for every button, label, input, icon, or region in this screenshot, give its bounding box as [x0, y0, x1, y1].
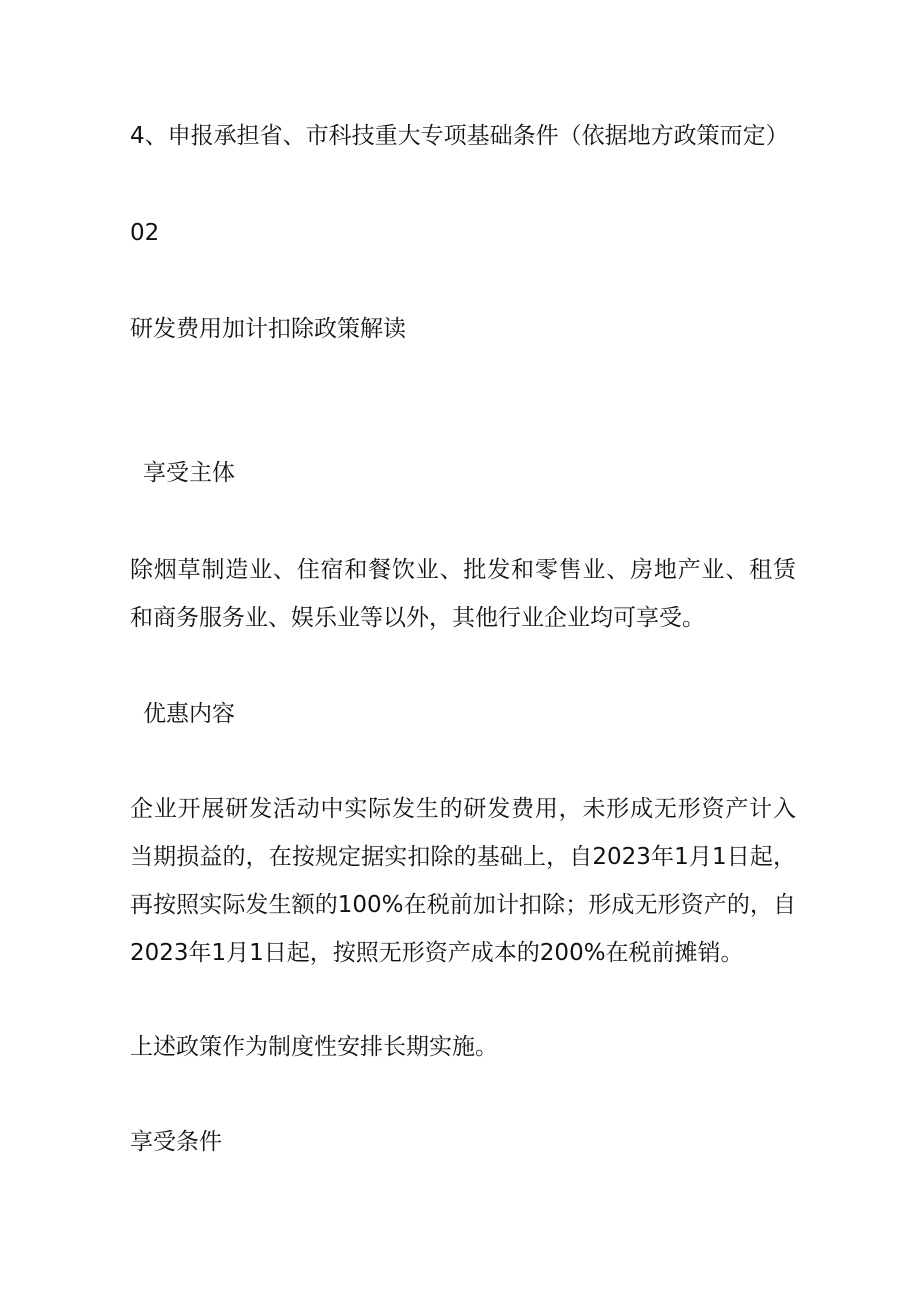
policy-note: 上述政策作为制度性安排长期实施。 — [130, 1034, 498, 1060]
section-number: 02 — [130, 220, 160, 246]
subject-heading: 享受主体 — [143, 460, 235, 486]
subject-paragraph: 除烟草制造业、住宿和餐饮业、批发和零售业、房地产业、租赁和商务服务业、娱乐业等以外，其他行业企业均可享受。 — [130, 557, 796, 631]
item-4-text: 4、申报承担省、市科技重大专项基础条件（依据地方政策而定） — [130, 123, 789, 149]
conditions-heading: 享受条件 — [130, 1129, 222, 1155]
benefit-paragraph: 企业开展研发活动中实际发生的研发费用，未形成无形资产计入当期损益的，在按规定据实扣除的基础上，自2023年1月1日起，再按照实际发生额的100%在税前加计扣除；形成无形资产的，自2023年1月1日起，按照无形资产成本的200%在税前摊销。 — [130, 796, 796, 966]
section-title: 研发费用加计扣除政策解读 — [130, 316, 406, 342]
benefit-heading: 优惠内容 — [143, 701, 235, 727]
